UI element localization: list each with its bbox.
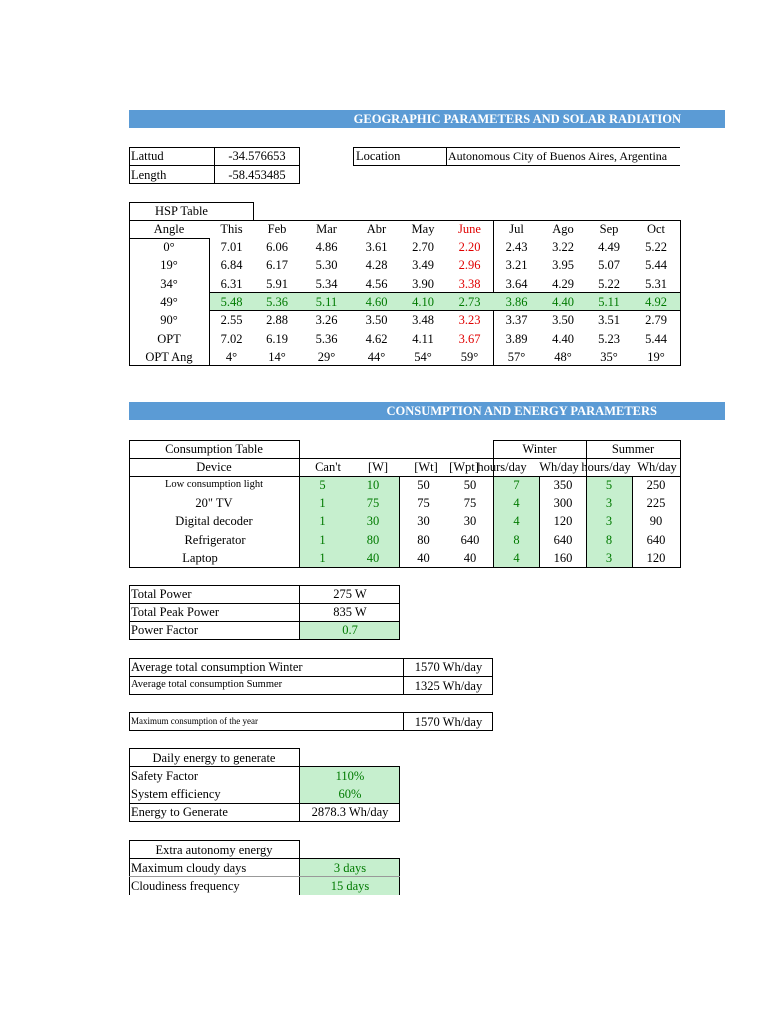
consumption-cell[interactable]: 1: [319, 514, 326, 529]
device-name: Low consumption light: [165, 479, 263, 490]
consumption-cell[interactable]: 225: [646, 496, 666, 511]
hsp-value-cell[interactable]: 3.38: [458, 276, 481, 291]
safety-factor-value[interactable]: 110%: [335, 769, 365, 783]
consumption-cell[interactable]: 40: [417, 550, 430, 565]
hsp-value-cell[interactable]: 3.90: [412, 276, 434, 291]
consumption-cell[interactable]: 5: [605, 478, 613, 492]
hsp-value-cell[interactable]: 5.22: [598, 276, 620, 291]
hsp-value-cell[interactable]: 2.88: [266, 313, 288, 328]
consumption-cell[interactable]: 3: [605, 496, 613, 511]
cloudiness-frequency-label: Cloudiness frequency: [131, 879, 240, 893]
hsp-value-cell[interactable]: 6.06: [266, 240, 288, 254]
consumption-column-header: hours/day: [581, 460, 631, 474]
hsp-angle-cell: 49°: [160, 294, 178, 309]
consumption-column-header: Wh/day: [637, 460, 677, 474]
hsp-value-cell[interactable]: 5.36: [266, 294, 288, 309]
hsp-value-cell[interactable]: 5.11: [315, 294, 338, 309]
consumption-column-header: Can't: [315, 460, 341, 474]
hsp-value-cell[interactable]: 4.62: [365, 331, 388, 346]
consumption-cell[interactable]: 250: [646, 478, 666, 492]
hsp-value-cell[interactable]: 3.50: [365, 313, 388, 328]
hsp-value-cell[interactable]: 5.44: [645, 331, 667, 346]
hsp-angle-cell: 90°: [160, 313, 178, 328]
hsp-value-cell[interactable]: 59°: [460, 349, 479, 364]
total-power-label: Total Power: [131, 587, 192, 601]
hsp-angle-cell: 34°: [160, 276, 178, 291]
consumption-column-header: [Wt]: [414, 460, 438, 474]
hsp-angle-cell: OPT: [157, 331, 181, 346]
hsp-value-cell[interactable]: 44°: [367, 349, 386, 364]
hsp-value-cell[interactable]: 3.61: [365, 240, 388, 254]
consumption-cell[interactable]: 50: [417, 478, 430, 492]
hsp-month-header: Feb: [267, 222, 287, 236]
consumption-cell[interactable]: 40: [463, 550, 477, 565]
max-consumption-value[interactable]: 1570 Wh/day: [414, 715, 483, 729]
hsp-value-cell[interactable]: 4.28: [365, 258, 388, 273]
hsp-value-cell[interactable]: 4.40: [552, 294, 574, 309]
hsp-month-header: May: [411, 222, 435, 236]
consumption-cell[interactable]: 640: [553, 532, 573, 547]
consumption-cell[interactable]: 7: [513, 478, 520, 492]
hsp-value-cell[interactable]: 3.64: [505, 276, 528, 291]
geo-section-banner: [129, 110, 725, 128]
hsp-value-cell[interactable]: 3.50: [552, 313, 574, 328]
consumption-cell[interactable]: 1: [319, 532, 326, 547]
hsp-value-cell[interactable]: 4°: [225, 349, 238, 364]
hsp-value-cell[interactable]: 3.21: [505, 258, 528, 273]
consumption-cell[interactable]: 30: [463, 514, 477, 529]
hsp-value-cell[interactable]: 5.31: [645, 276, 667, 291]
hsp-value-cell[interactable]: 3.49: [412, 258, 434, 273]
consumption-cell[interactable]: 75: [463, 496, 477, 511]
max-consumption-label: Maximum consumption of the year: [131, 716, 258, 726]
hsp-value-cell[interactable]: 4.40: [552, 331, 574, 346]
hsp-month-header: Oct: [646, 222, 666, 236]
hsp-value-cell[interactable]: 4.11: [412, 331, 434, 346]
hsp-value-cell[interactable]: 3.86: [505, 294, 528, 309]
system-efficiency-value[interactable]: 60%: [338, 787, 362, 801]
consumption-cell[interactable]: 40: [366, 550, 380, 565]
consumption-column-header: [W]: [367, 460, 389, 474]
hsp-value-cell[interactable]: 3.37: [505, 313, 528, 328]
device-name: 20" TV: [195, 496, 233, 511]
latitude-value[interactable]: -34.576653: [228, 149, 286, 163]
avg-summer-value[interactable]: 1325 Wh/day: [414, 679, 483, 693]
device-name: Laptop: [182, 550, 218, 565]
hsp-month-header: Abr: [366, 222, 387, 236]
consumption-cell[interactable]: 8: [513, 532, 520, 547]
cloudiness-frequency-value[interactable]: 15 days: [330, 879, 370, 893]
hsp-value-cell[interactable]: 7.02: [220, 331, 243, 346]
consumption-cell[interactable]: 3: [605, 514, 613, 529]
power-factor-value[interactable]: 0.7: [342, 623, 358, 637]
hsp-value-cell[interactable]: 4.60: [365, 294, 388, 309]
consumption-cell[interactable]: 640: [646, 532, 666, 547]
consumption-cell[interactable]: 640: [460, 532, 480, 547]
consumption-cell[interactable]: 80: [417, 532, 430, 547]
hsp-month-header: Ago: [552, 222, 574, 236]
hsp-angle-cell: 0°: [163, 240, 175, 254]
hsp-value-cell[interactable]: 3.23: [458, 313, 481, 328]
consumption-cell[interactable]: 300: [553, 496, 573, 511]
consumption-cell[interactable]: 4: [513, 514, 520, 529]
hsp-value-cell[interactable]: 5.91: [266, 276, 288, 291]
hsp-value-cell[interactable]: 3.22: [552, 240, 574, 254]
location-value[interactable]: Autonomous City of Buenos Aires, Argentina: [448, 149, 668, 163]
hsp-value-cell[interactable]: 4.29: [552, 276, 574, 291]
device-name: Digital decoder: [175, 514, 253, 529]
hsp-value-cell[interactable]: 5.36: [315, 331, 338, 346]
avg-winter-value[interactable]: 1570 Wh/day: [414, 660, 483, 674]
hsp-value-cell[interactable]: 2.73: [458, 294, 481, 309]
hsp-value-cell[interactable]: 35°: [600, 349, 618, 364]
hsp-title: HSP Table: [155, 204, 208, 218]
daily-energy-title: Daily energy to generate: [152, 751, 276, 765]
consumption-cell[interactable]: 50: [463, 478, 477, 492]
hsp-month-header: Mar: [316, 222, 337, 236]
cloudy-days-value[interactable]: 3 days: [333, 861, 367, 875]
hsp-value-cell[interactable]: 5.30: [315, 258, 338, 273]
hsp-value-cell[interactable]: 3.89: [505, 331, 528, 346]
hsp-value-cell[interactable]: 5.11: [598, 294, 620, 309]
latitude-label: Lattud: [131, 149, 164, 163]
hsp-value-cell[interactable]: 5.34: [315, 276, 338, 291]
consumption-cell[interactable]: 3: [605, 550, 613, 565]
consumption-cell[interactable]: 120: [553, 514, 573, 529]
consumption-cell[interactable]: 350: [553, 478, 573, 492]
hsp-value-cell[interactable]: 4.92: [645, 294, 667, 309]
consumption-column-header: [Wpt]: [449, 460, 479, 474]
hsp-value-cell[interactable]: 48°: [554, 349, 572, 364]
consumption-cell[interactable]: 80: [366, 532, 380, 547]
winter-header: Winter: [522, 442, 557, 456]
longitude-label: Length: [131, 168, 167, 182]
hsp-value-cell[interactable]: 3.26: [315, 313, 338, 328]
hsp-month-header: Sep: [599, 222, 619, 236]
hsp-value-cell[interactable]: 3.48: [412, 313, 434, 328]
hsp-value-cell[interactable]: 3.51: [598, 313, 620, 328]
consumption-cell[interactable]: 4: [513, 550, 520, 565]
hsp-value-cell[interactable]: 6.31: [220, 276, 243, 291]
consumption-title: Consumption Table: [165, 442, 263, 456]
location-label: Location: [356, 149, 401, 163]
energy-to-generate-label: Energy to Generate: [131, 805, 228, 819]
hsp-value-cell[interactable]: 4.86: [315, 240, 338, 254]
energy-to-generate-value[interactable]: 2878.3 Wh/day: [311, 805, 389, 819]
consumption-column-header: Wh/day: [539, 460, 579, 474]
consumption-cell[interactable]: 75: [366, 496, 380, 511]
consumption-cell[interactable]: 160: [553, 550, 573, 565]
longitude-value[interactable]: -58.453485: [228, 168, 286, 182]
hsp-value-cell[interactable]: 19°: [647, 349, 665, 364]
hsp-month-header: This: [220, 222, 243, 236]
autonomy-title: Extra autonomy energy: [155, 843, 273, 857]
summer-header: Summer: [611, 442, 655, 456]
consumption-cell[interactable]: 10: [366, 478, 380, 492]
consumption-cell[interactable]: 75: [417, 496, 430, 511]
hsp-value-cell[interactable]: 2.79: [645, 313, 667, 328]
hsp-value-cell[interactable]: 5.48: [220, 294, 243, 309]
consumption-cell[interactable]: 120: [646, 550, 666, 565]
consumption-section-title: CONSUMPTION AND ENERGY PARAMETERS: [386, 404, 657, 418]
total-power-value[interactable]: 275 W: [333, 587, 367, 601]
hsp-value-cell[interactable]: 2.70: [412, 240, 434, 254]
consumption-column-header: Device: [196, 460, 232, 474]
hsp-value-cell[interactable]: 2.55: [220, 313, 243, 328]
consumption-cell[interactable]: 1: [319, 550, 326, 565]
hsp-value-cell[interactable]: 29°: [317, 349, 336, 364]
hsp-month-header: Jul: [509, 222, 524, 236]
hsp-angle-cell: OPT Ang: [145, 349, 193, 364]
hsp-month-header: June: [458, 222, 481, 236]
system-efficiency-label: System efficiency: [131, 787, 221, 801]
hsp-value-cell[interactable]: 5.22: [645, 240, 667, 254]
hsp-value-cell[interactable]: 5.23: [598, 331, 620, 346]
hsp-value-cell[interactable]: 2.43: [505, 240, 528, 254]
hsp-value-cell[interactable]: 4.56: [365, 276, 388, 291]
avg-summer-label: Average total consumption Summer: [131, 679, 283, 690]
hsp-value-cell[interactable]: 2.20: [458, 240, 481, 254]
power-factor-label: Power Factor: [131, 623, 198, 637]
hsp-value-cell[interactable]: 5.44: [645, 258, 667, 273]
geo-section-title: GEOGRAPHIC PARAMETERS AND SOLAR RADIATION: [353, 112, 681, 126]
hsp-angle-cell: 19°: [160, 258, 178, 273]
hsp-angle-header: Angle: [153, 222, 185, 236]
consumption-cell[interactable]: 30: [417, 514, 430, 529]
hsp-value-cell[interactable]: 54°: [414, 349, 432, 364]
hsp-value-cell[interactable]: 3.95: [552, 258, 574, 273]
hsp-value-cell[interactable]: 6.19: [266, 331, 288, 346]
avg-winter-label: Average total consumption Winter: [131, 660, 303, 674]
total-peak-label: Total Peak Power: [131, 605, 219, 619]
consumption-cell[interactable]: 90: [649, 514, 663, 529]
total-peak-value[interactable]: 835 W: [333, 605, 367, 619]
hsp-value-cell[interactable]: 4.10: [412, 294, 434, 309]
hsp-value-cell[interactable]: 4.49: [598, 240, 620, 254]
hsp-value-cell[interactable]: 6.17: [266, 258, 288, 273]
consumption-cell[interactable]: 30: [366, 514, 380, 529]
consumption-cell[interactable]: 1: [319, 496, 326, 511]
consumption-section-banner: [129, 402, 725, 420]
cloudy-days-label: Maximum cloudy days: [131, 861, 247, 875]
hsp-value-cell[interactable]: 6.84: [220, 258, 243, 273]
consumption-column-header: hours/day: [477, 460, 527, 474]
hsp-value-cell[interactable]: 7.01: [220, 240, 243, 254]
consumption-cell[interactable]: 4: [513, 496, 520, 511]
consumption-cell[interactable]: 5: [319, 478, 326, 492]
hsp-value-cell[interactable]: 14°: [268, 349, 286, 364]
hsp-value-cell[interactable]: 3.67: [458, 331, 481, 346]
hsp-value-cell[interactable]: 5.07: [598, 258, 620, 273]
hsp-value-cell[interactable]: 57°: [507, 349, 526, 364]
hsp-value-cell[interactable]: 2.96: [458, 258, 481, 273]
consumption-cell[interactable]: 8: [605, 532, 613, 547]
safety-factor-label: Safety Factor: [131, 769, 198, 783]
device-name: Refrigerator: [184, 532, 246, 547]
